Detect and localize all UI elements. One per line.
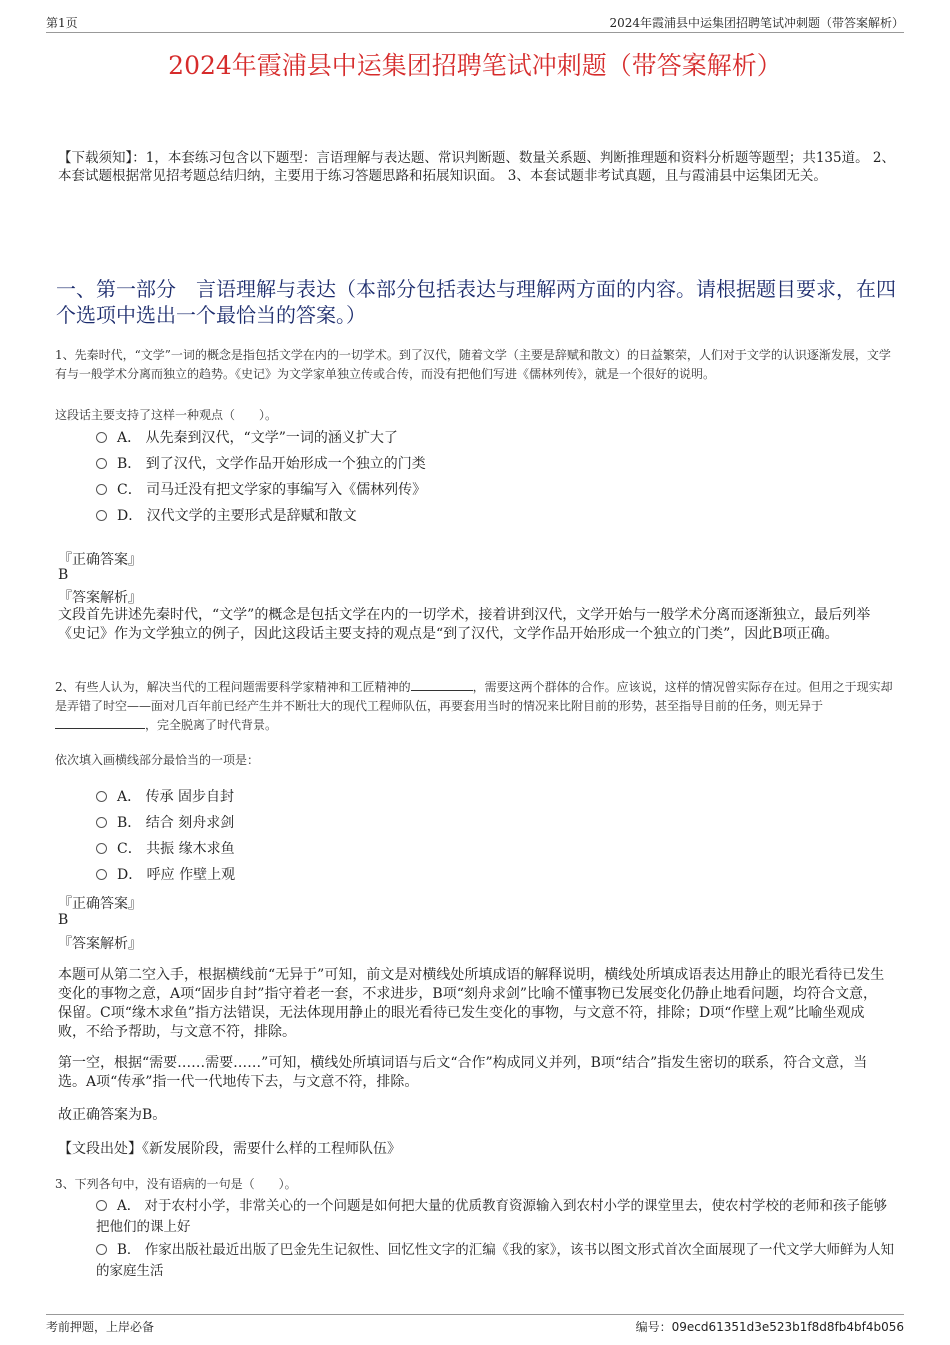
radio-icon[interactable] — [96, 791, 107, 802]
q1-option-c[interactable]: C． 司马迁没有把文学家的事编写入《儒林列传》 — [96, 479, 896, 501]
radio-icon[interactable] — [96, 510, 107, 521]
page-number: 第1页 — [46, 16, 78, 30]
q1-analysis-label: 『答案解析』 — [58, 590, 142, 606]
q2-answer: B — [58, 912, 69, 928]
radio-icon[interactable] — [96, 432, 107, 443]
footer-slogan: 考前押题，上岸必备 — [46, 1320, 155, 1334]
page-title: 2024年霞浦县中运集团招聘笔试冲刺题（带答案解析） — [168, 51, 782, 80]
q3-option-a[interactable]: A． 对于农村小学，非常关心的一个问题是如何把大量的优质教育资源输入到农村小学的课堂里去，使农村学校的老师和孩子能够把他们的课上好 — [96, 1198, 888, 1235]
q2-source: 【文段出处】《新发展阶段，需要什么样的工程师队伍》 — [58, 1141, 401, 1157]
fill-blank-2 — [55, 728, 145, 729]
radio-icon[interactable] — [96, 484, 107, 495]
q1-answer-label: 『正确答案』 — [58, 552, 142, 568]
q1-answer: B — [58, 567, 69, 583]
q2-option-c[interactable]: C． 共振 缘木求鱼 — [96, 838, 896, 860]
q1-option-a[interactable]: A． 从先秦到汉代，“文学”一词的涵义扩大了 — [96, 427, 896, 449]
q2-option-a[interactable]: A． 传承 固步自封 — [96, 786, 896, 808]
q2-option-d[interactable]: D． 呼应 作壁上观 — [96, 864, 896, 886]
radio-icon[interactable] — [96, 869, 107, 880]
q2-analysis-label: 『答案解析』 — [58, 936, 142, 952]
q3-stem: 3、下列各句中，没有语病的一句是（ ）。 — [55, 1177, 297, 1191]
fill-blank-1 — [411, 690, 473, 691]
q2-analysis-p2: 第一空，根据“需要……需要……”可知，横线处所填词语与后文“合作”构成同义并列，B项“结合”指发生密切的联系，符合文意，当选。A项“传承”指一代一代地传下去，与文意不符，排除。 — [58, 1055, 868, 1090]
q1-ask: 这段话主要支持了这样一种观点（ ）。 — [55, 408, 278, 422]
q1-stem: 1、先秦时代，“文学”一词的概念是指包括文学在内的一切学术。到了汉代，随着文学（主要是辞赋和散文）的日益繁荣，人们对于文学的认识逐渐发展，文学有与一般学术分离而独立的趋势。《史记》为文学家单独立传或合传，而没有把他们写进《儒林列传》，就是一个很好的说明。 — [55, 348, 891, 381]
q2-analysis-p3: 故正确答案为B。 — [58, 1107, 167, 1123]
q2-stem: 2、有些人认为，解决当代的工程问题需要科学家精神和工匠精神的 ，需要这两个群体的合作。应该说，这样的情况曾实际存在过。但用之于现实却是弄错了时空——面对几百年前已经产生并不断壮大的现代工程师队伍，再要套用当时的情况来比附目前的形势，甚至指导目前的任务，则无异于，完全脱离了时代背景。 — [55, 680, 893, 732]
download-notice: 【下载须知】：1，本套练习包含以下题型：言语理解与表达题、常识判断题、数量关系题、判断推理题和资料分析题等题型；共135道。 2、本套试题根据常见招考题总结归纳，主要用于练习答题思路和拓展知识面。 3、本套试题非考试真题，且与霞浦县中运集团无关。 — [58, 150, 895, 184]
q1-option-d[interactable]: D． 汉代文学的主要形式是辞赋和散文 — [96, 505, 896, 527]
radio-icon[interactable] — [96, 843, 107, 854]
q2-answer-label: 『正确答案』 — [58, 896, 142, 912]
section-heading: 一、第一部分 言语理解与表达（本部分包括表达与理解两方面的内容。请根据题目要求，在四个选项中选出一个最恰当的答案。） — [56, 277, 896, 327]
radio-icon[interactable] — [96, 817, 107, 828]
q3-option-b[interactable]: B． 作家出版社最近出版了巴金先生记叙性、回忆性文字的汇编《我的家》，该书以图文形式首次全面展现了一代文学大师鲜为人知的家庭生活 — [96, 1242, 894, 1279]
radio-icon[interactable] — [96, 1244, 107, 1255]
page-header — [46, 14, 904, 33]
page-footer — [46, 1314, 904, 1334]
radio-icon[interactable] — [96, 458, 107, 469]
q1-option-b[interactable]: B． 到了汉代，文学作品开始形成一个独立的门类 — [96, 453, 896, 475]
header-doc-title: 2024年霞浦县中运集团招聘笔试冲刺题（带答案解析） — [609, 16, 904, 30]
q1-analysis: 文段首先讲述先秦时代，“文学”的概念是包括文学在内的一切学术，接着讲到汉代，文学开始与一般学术分离而逐渐独立，最后列举《史记》作为文学独立的例子，因此这段话主要支持的观点是“到了汉代，文学作品开始形成一个独立的门类”，因此B项正确。 — [58, 607, 871, 642]
q2-option-b[interactable]: B． 结合 刻舟求剑 — [96, 812, 896, 834]
radio-icon[interactable] — [96, 1200, 107, 1211]
q2-analysis-p1: 本题可从第二空入手，根据横线前“无异于”可知，前文是对横线处所填成语的解释说明，横线处所填成语表达用静止的眼光看待已发生变化的事物之意，A项“固步自封”指守着老一套，不求进步，B项“刻舟求剑”比喻不懂事物已发展变化仍静止地看问题，均符合文意，保留。C项“缘木求鱼”指方法错误，无法体现用静止的眼光看待已发生变化的事物，与文意不符，排除；D项“作壁上观”比喻坐观成败，不给予帮助，与文意不符，排除。 — [58, 967, 885, 1040]
footer-id: 编号：09ecd61351d3e523b1f8d8fb4bf4b056 — [635, 1320, 904, 1334]
q2-ask: 依次填入画横线部分最恰当的一项是： — [55, 753, 260, 767]
